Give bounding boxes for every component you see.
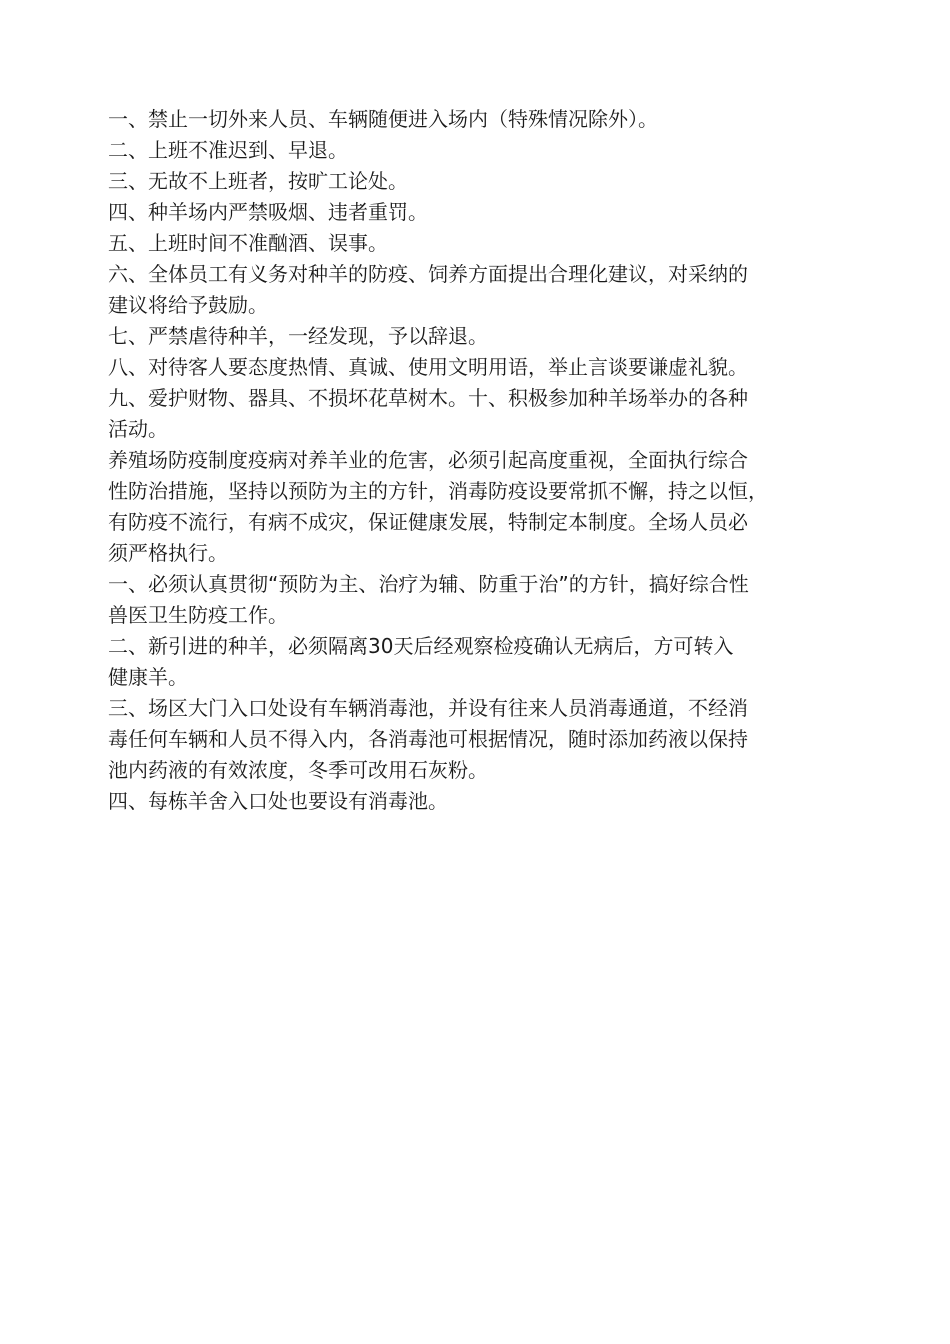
rule-8-paragraph <box>108 352 868 383</box>
text-line: 二、上班不准迟到、早退。 <box>108 138 348 162</box>
text-line: 九、爱护财物、器具、不损坏花草树木。十、积极参加种羊场举办的各种 <box>108 386 748 410</box>
text-line: 池内药液的有效浓度，冬季可改用石灰粉。 <box>108 758 488 782</box>
text-line: 八、对待客人要态度热情、真诚、使用文明用语，举止言谈要谦虚礼貌。 <box>108 355 748 379</box>
text-line: 五、上班时间不准酗酒、误事。 <box>108 231 388 255</box>
text-line: 一、必须认真贯彻“预防为主、治疗为辅、防重于治”的方针，搞好综合性 <box>108 572 749 596</box>
rule-9-paragraph <box>108 383 868 445</box>
rule-6-paragraph <box>108 259 868 321</box>
text-line: 四、每栋羊舍入口处也要设有消毒池。 <box>108 789 448 813</box>
rule-1-paragraph <box>108 104 868 135</box>
text-line: 活动。 <box>108 417 168 441</box>
rule-2-paragraph <box>108 135 868 166</box>
prevention-rule-2-paragraph <box>108 631 868 693</box>
text-line: 建议将给予鼓励。 <box>108 293 268 317</box>
text-line: 有防疫不流行，有病不成灾，保证健康发展，特制定本制度。全场人员必 <box>108 510 748 534</box>
prevention-rule-3-paragraph <box>108 693 868 786</box>
text-line: 三、场区大门入口处设有车辆消毒池，并设有往来人员消毒通道，不经消 <box>108 696 748 720</box>
document-body <box>108 104 868 817</box>
text-line: 养殖场防疫制度疫病对养羊业的危害，必须引起高度重视，全面执行综合 <box>108 448 748 472</box>
text-line: 二、新引进的种羊，必须隔离30天后经观察检疫确认无病后，方可转入 <box>108 634 734 658</box>
text-line: 毒任何车辆和人员不得入内，各消毒池可根据情况，随时添加药液以保持 <box>108 727 748 751</box>
rule-3-paragraph <box>108 166 868 197</box>
text-line: 四、种羊场内严禁吸烟、违者重罚。 <box>108 200 428 224</box>
text-line: 七、严禁虐待种羊，一经发现，予以辞退。 <box>108 324 488 348</box>
rule-5-paragraph <box>108 228 868 259</box>
prevention-rule-4-paragraph <box>108 786 868 817</box>
text-line: 一、禁止一切外来人员、车辆随便进入场内（特殊情况除外）。 <box>108 107 658 131</box>
prevention-rule-1-paragraph <box>108 569 868 631</box>
rule-4-paragraph <box>108 197 868 228</box>
text-line: 六、全体员工有义务对种羊的防疫、饲养方面提出合理化建议，对采纳的 <box>108 262 748 286</box>
text-line: 健康羊。 <box>108 665 188 689</box>
text-line: 性防治措施，坚持以预防为主的方针，消毒防疫设要常抓不懈，持之以恒， <box>108 479 768 503</box>
text-line: 须严格执行。 <box>108 541 228 565</box>
text-line: 兽医卫生防疫工作。 <box>108 603 288 627</box>
epidemic-prevention-intro-paragraph <box>108 445 868 569</box>
rule-7-paragraph <box>108 321 868 352</box>
text-line: 三、无故不上班者，按旷工论处。 <box>108 169 408 193</box>
